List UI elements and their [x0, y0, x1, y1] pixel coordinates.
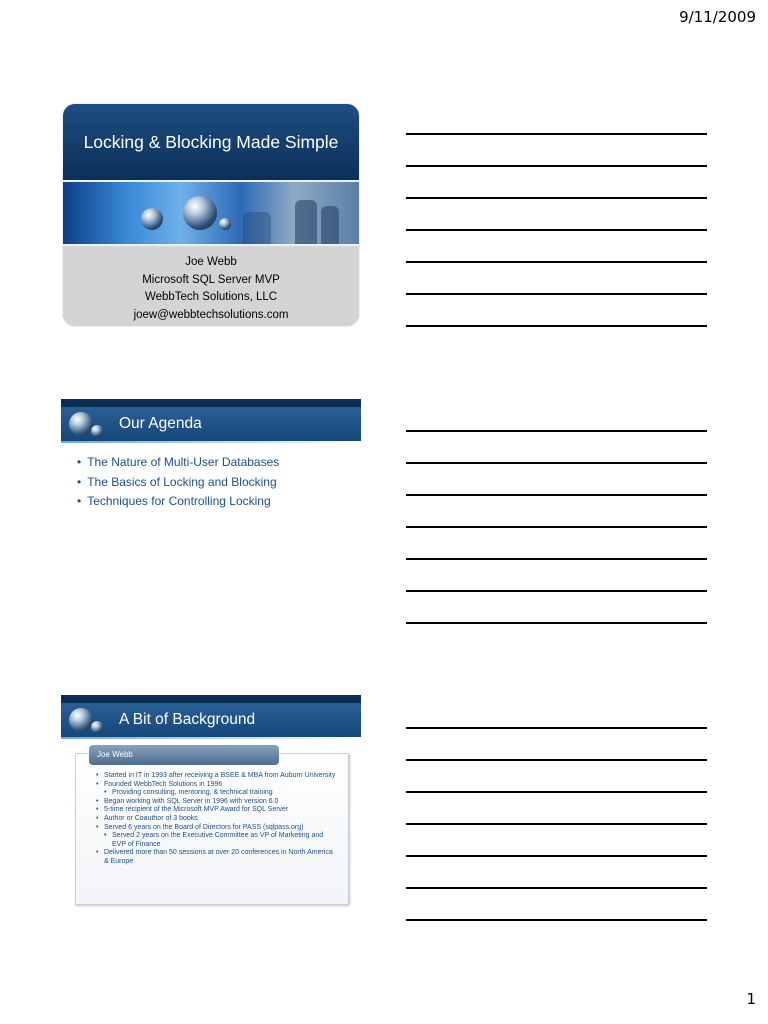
title-slide-title: Locking & Blocking Made Simple — [63, 104, 359, 180]
list-item: • Delivered more than 50 sessions at over 20 conferences in North America & Europe — [96, 849, 338, 866]
bio-list — [76, 754, 348, 867]
spheres-logo-icon — [67, 703, 115, 737]
presenter-email: joew@webbtechsolutions.com — [133, 308, 289, 321]
header-underline — [61, 737, 361, 739]
page-date: 9/11/2009 — [679, 8, 756, 26]
list-item: • Founded WebbTech Solutions in 1996 — [96, 781, 338, 790]
list-item: • Served 6 years on the Board of Directors for PASS (sqlpass.org) — [96, 824, 338, 833]
title-slide — [63, 104, 359, 326]
list-item: • Served 2 years on the Executive Committee as VP of Marketing and EVP of Finance — [96, 832, 338, 849]
list-item: • Began working with SQL Server in 1996 with version 6.0 — [96, 798, 338, 807]
bio-box-label: Joe Webb — [89, 745, 279, 765]
sphere-graphic — [219, 218, 231, 230]
bio-box — [75, 753, 349, 905]
background-slide — [61, 695, 361, 917]
sphere-graphic — [183, 196, 217, 230]
spheres-logo-icon — [67, 407, 115, 441]
person-silhouette — [243, 212, 271, 244]
list-item: • Author or Coauthor of 3 books — [96, 815, 338, 824]
slide-title: A Bit of Background — [119, 711, 256, 728]
sphere-graphic — [141, 208, 163, 230]
list-item: • The Basics of Locking and Blocking — [77, 473, 361, 493]
list-item: • The Nature of Multi-User Databases — [77, 453, 361, 473]
list-item: • 5-time recipient of the Microsoft MVP Award for SQL Server — [96, 806, 338, 815]
presenter-company: WebbTech Solutions, LLC — [144, 291, 278, 303]
person-silhouette — [295, 200, 317, 244]
slide-header — [61, 399, 361, 441]
presenter-info — [63, 246, 359, 324]
slide-header — [61, 695, 361, 737]
title-slide-photo — [63, 180, 359, 246]
person-silhouette — [321, 206, 339, 244]
agenda-slide — [61, 399, 361, 621]
list-item: • Providing consulting, mentoring, & technical training — [96, 789, 338, 798]
agenda-list — [61, 453, 361, 512]
presenter-name: Joe Webb — [185, 256, 237, 268]
page-number: 1 — [746, 990, 756, 1008]
list-item: • Techniques for Controlling Locking — [77, 492, 361, 512]
header-underline — [61, 441, 361, 443]
list-item: • Started in IT in 1993 after receiving a BSEE & MBA from Auburn University — [96, 772, 338, 781]
slide-title: Our Agenda — [119, 415, 202, 432]
presenter-title: Microsoft SQL Server MVP — [142, 273, 280, 286]
